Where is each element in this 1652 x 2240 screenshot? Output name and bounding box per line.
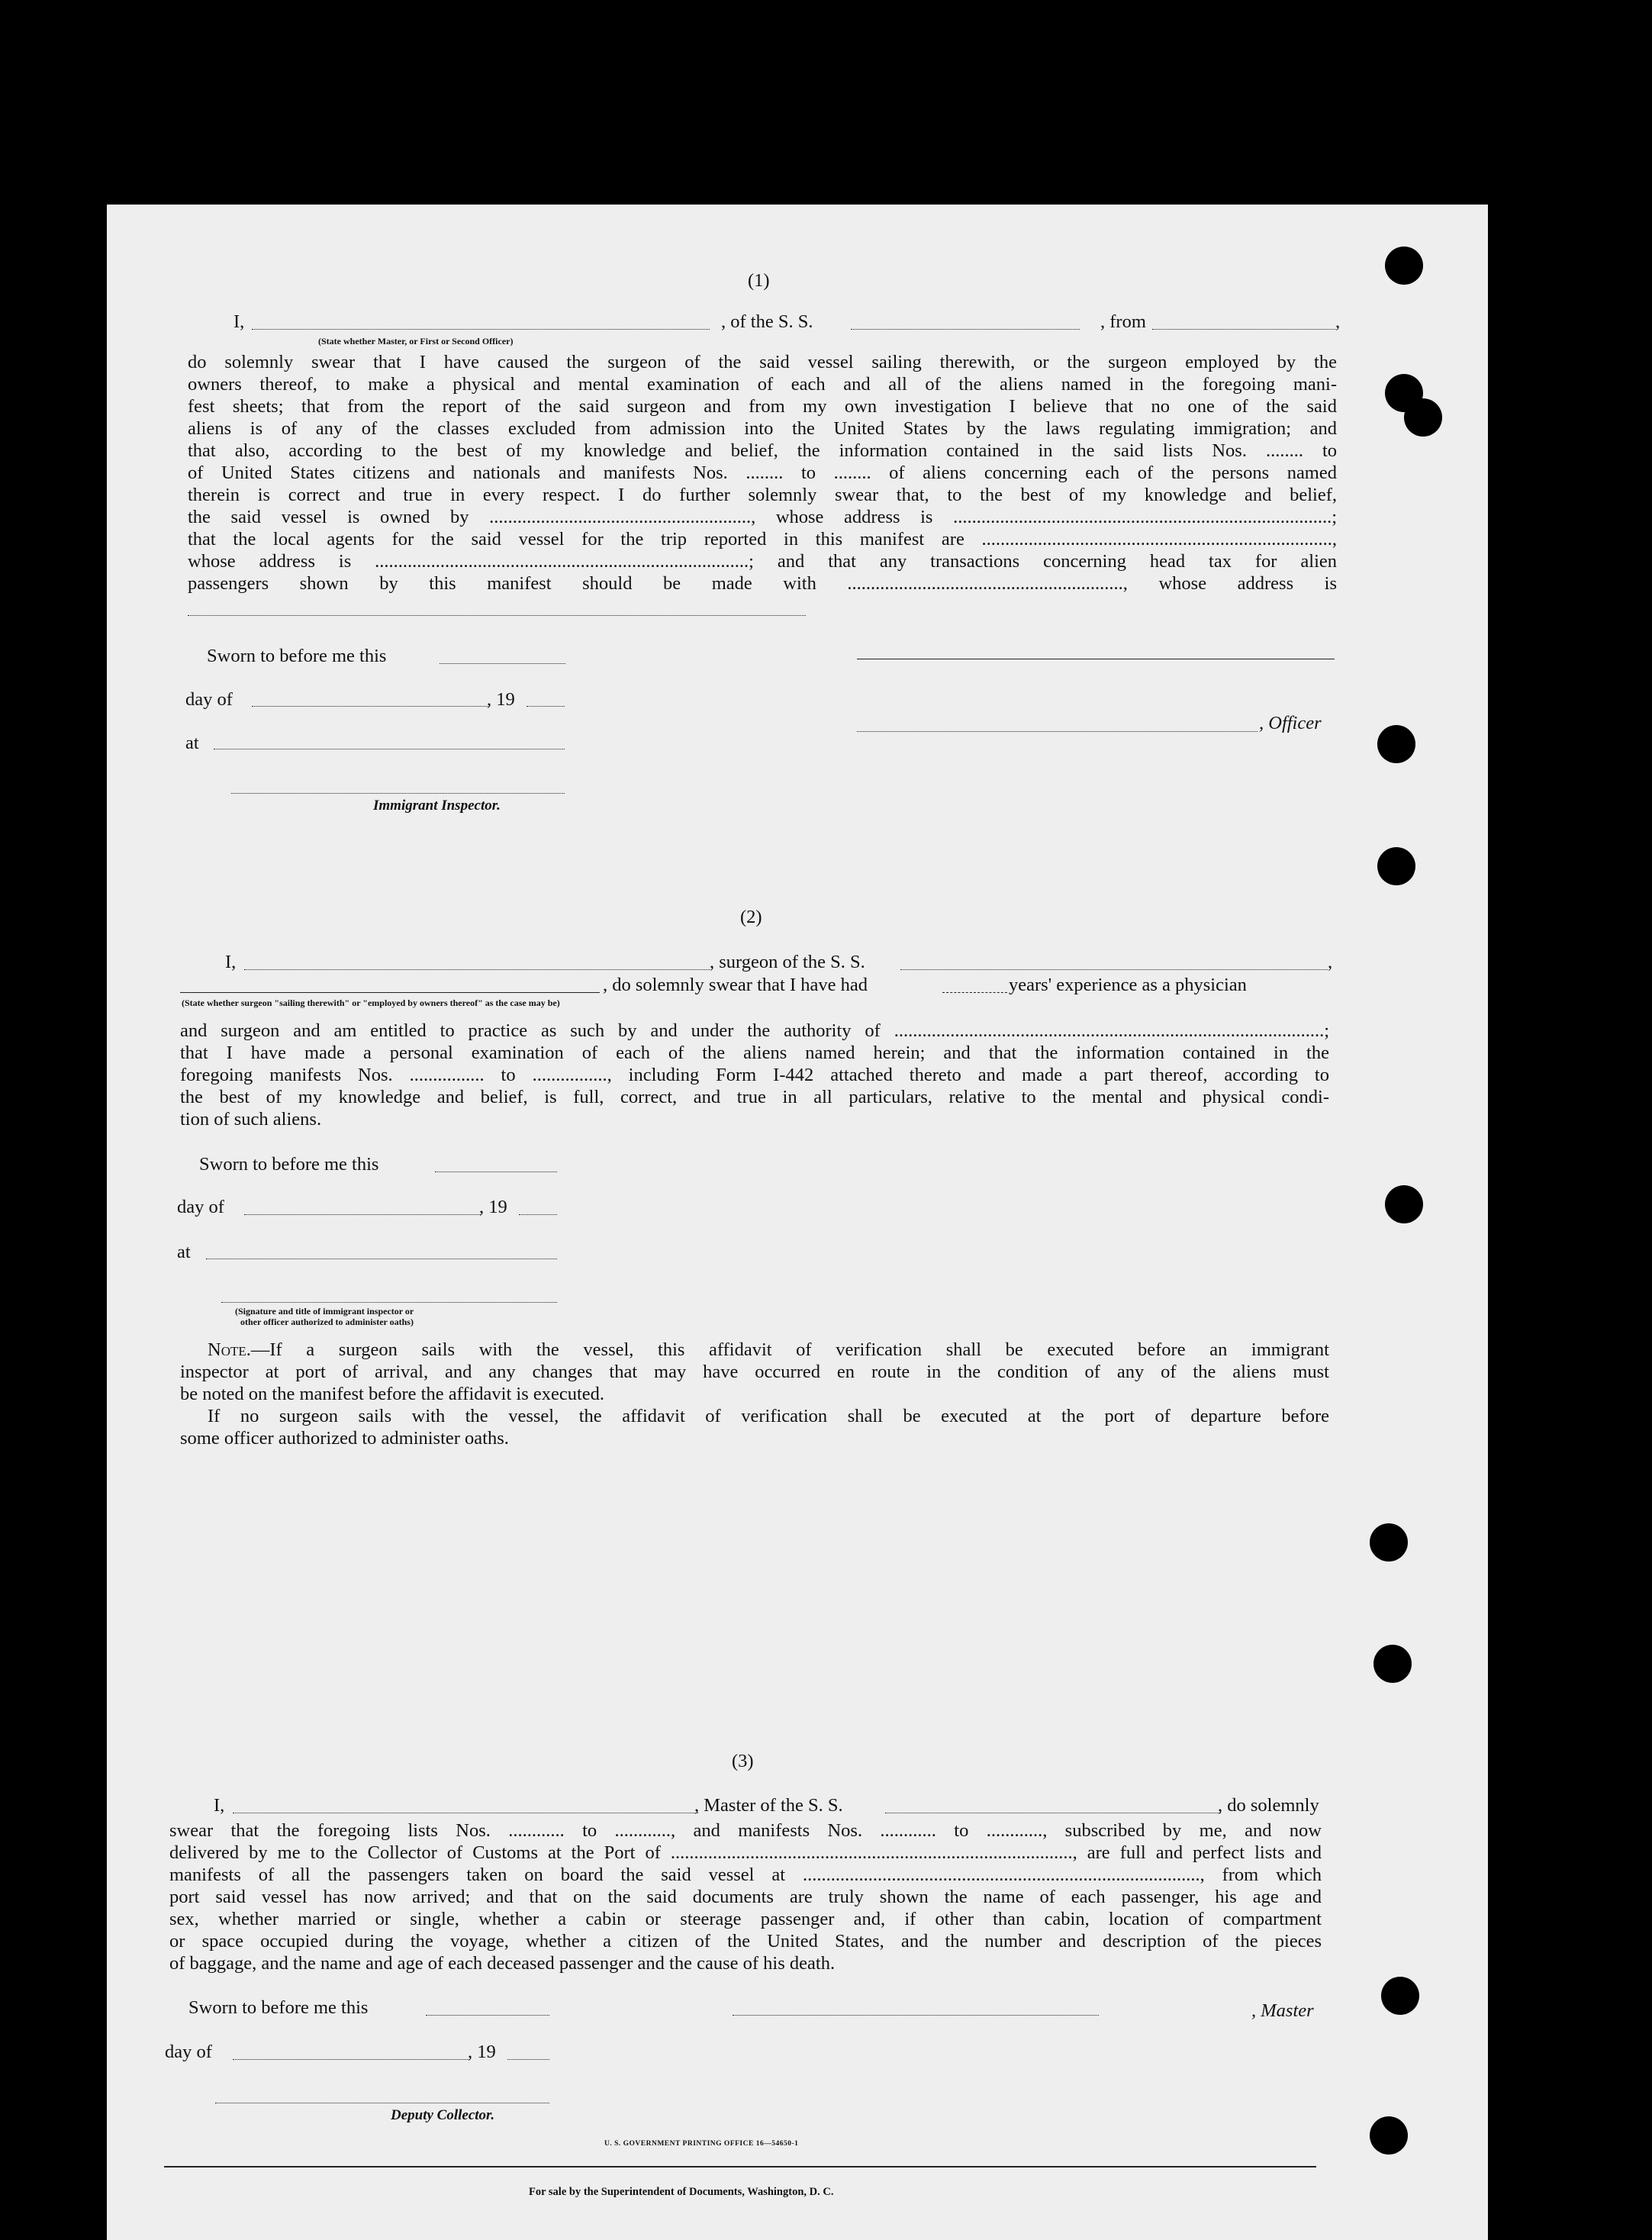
section2-note: Note.—If a surgeon sails with the vessel, this affidavit of verification shall be executed before an immigrant inspector at port of arrival, and any changes that may have occurred en route in the condition of any of the aliens must be noted on the manifest before the affidavit is executed. If no surgeon sails with the vessel, the affidavit of verification shall be executed at the port of departure before some officer authorized to administer oaths. [180,1339,1329,1449]
section1-year: , 19 [487,689,515,710]
section3-master-of: , Master of the S. S. [694,1795,843,1816]
section2-status-note: (State whether surgeon "sailing therewith" or "employed by owners thereof" as the case may be) [182,998,560,1008]
section2-sig-note-2: other officer authorized to administer oaths) [240,1317,414,1327]
section2-year: , 19 [479,1197,507,1217]
section1-number: (1) [748,270,770,291]
section1-comma: , [1335,311,1341,332]
surgeon-name-field[interactable] [244,969,710,970]
section1-rank-note: (State whether Master, or First or Second Officer) [318,336,514,346]
section1-year-field[interactable] [527,706,565,707]
section1-sworn-date-field[interactable] [440,663,565,664]
section2-at: at [177,1242,191,1262]
binder-hole [1385,247,1423,285]
section2-oath-text: and surgeon and am entitled to practice as such by and under the authority of ............................................................................................; that I have made a personal examination of each of the aliens named herein; and that the information contained in the foregoing manifests Nos. ................ to ................, including Form I-442 attached thereto and made a part thereof, according to the best of my knowledge and belief, is full, correct, and true in all particulars, relative to the mental and physical condi- tion of such aliens. [180,1020,1329,1130]
section1-day-of: day of [185,689,233,710]
section3-day-of: day of [165,2042,212,2062]
head-tax-address-field[interactable] [188,615,806,616]
collector-label: Deputy Collector. [391,2107,495,2123]
section2-swear: , do solemnly swear that I have had [603,975,868,995]
binder-hole [1381,1977,1419,2015]
section3-oath-text: swear that the foregoing lists Nos. ............ to ............, and manifests Nos. ............ to ............, subscribed by me, and now delivered by me to the Collector of Customs at the Port of ......................................................................................, are full and perfect lists and manifests of all the passengers taken on board the said vessel at ....................................................................................., from which port said vessel has now arrived; and that on the said documents are truly shown the name of each passenger, his age and sex, whether married or single, whether a cabin or steerage passenger and, if other than cabin, location of compartment or space occupied during the voyage, whether a citizen of the United States, and the number and description of the pieces of baggage, and the name and age of each deceased passenger and the cause of his death. [169,1820,1322,1974]
section1-sworn: Sworn to before me this [207,646,387,666]
section3-year: , 19 [468,2042,496,2062]
gpo-imprint: U. S. GOVERNMENT PRINTING OFFICE 16—54650-1 [604,2140,799,2148]
section3-month-field[interactable] [233,2059,469,2060]
section2-year-field[interactable] [519,1214,557,1215]
binder-hole [1373,1645,1412,1683]
master-label: , Master [1251,2000,1314,2021]
binder-hole [1370,2116,1408,2155]
section3-sworn: Sworn to before me this [188,1997,369,2018]
section3-i: I, [214,1795,225,1816]
section3-number: (3) [732,1751,754,1771]
binder-hole [1404,398,1442,437]
inspector-label: Immigrant Inspector. [373,798,501,814]
section2-years: years' experience as a physician [1009,975,1247,995]
officer-title-field[interactable] [857,731,1258,732]
binder-hole [1377,847,1415,885]
surgeon-status-field[interactable] [180,992,600,993]
section1-at: at [185,733,199,753]
section2-sworn: Sworn to before me this [199,1154,379,1175]
footer-divider [164,2166,1316,2167]
footer-sale-notice: For sale by the Superintendent of Documents, Washington, D. C. [529,2186,834,2198]
section3-solemnly: , do solemnly [1218,1795,1319,1816]
section1-oath-text: do solemnly swear that I have caused the surgeon of the said vessel sailing therewith, or the surgeon employed by the owners thereof, to make a physical and mental examination of each and all of the aliens named in the foregoing mani- fest sheets; that from the report of the said surgeon and from my own investigation I believe that no one of the said aliens is of any of the classes excluded from admission into the United States by the laws regulating immigration; and that also, according to the best of my knowledge and belief, the information contained in the said lists Nos. ........ to of United States citizens and nationals and manifests Nos. ........ to ........ of aliens concerning each of the persons named therein is correct and true in every respect. I do further solemnly swear that, to the best of my knowledge and belief, the said vessel is owned by ........................................................, whose address is .................................................................................; that the local agents for the said vessel for the trip reported in this manifest are ..........................................................................., whose address is ................................................................................; and that any transactions concerning head tax for alien passengers shown by this manifest should be made with ..........................................................., whose address is [188,352,1337,594]
section3-year-field[interactable] [507,2059,549,2060]
binder-hole [1385,1185,1423,1223]
section1-of-ss: , of the S. S. [721,311,813,332]
section1-i: I, [233,311,245,332]
binder-hole [1377,725,1415,763]
section3-sworn-date-field[interactable] [426,2015,549,2016]
vessel-name-field[interactable] [851,329,1080,330]
section2-vessel-field[interactable] [900,969,1328,970]
binder-hole [1370,1523,1408,1562]
officer-name-field[interactable] [252,329,710,330]
section2-day-of: day of [177,1197,224,1217]
section2-month-field[interactable] [244,1214,481,1215]
form-page [107,205,1488,2240]
section1-month-field[interactable] [252,706,488,707]
section2-signature-line[interactable] [221,1302,557,1303]
section2-surgeon-of: , surgeon of the S. S. [710,952,865,972]
inspector-signature-line[interactable] [231,793,565,794]
from-port-field[interactable] [1152,329,1335,330]
section1-from: , from [1100,311,1146,332]
years-experience-field[interactable] [942,992,1007,993]
officer-label: , Officer [1259,713,1322,733]
section2-number: (2) [740,907,762,927]
section2-sig-note-1: (Signature and title of immigrant inspector or [235,1306,414,1317]
section2-comma: , [1328,952,1333,972]
section2-i: I, [225,952,237,972]
master-signature-field[interactable] [733,2015,1099,2016]
